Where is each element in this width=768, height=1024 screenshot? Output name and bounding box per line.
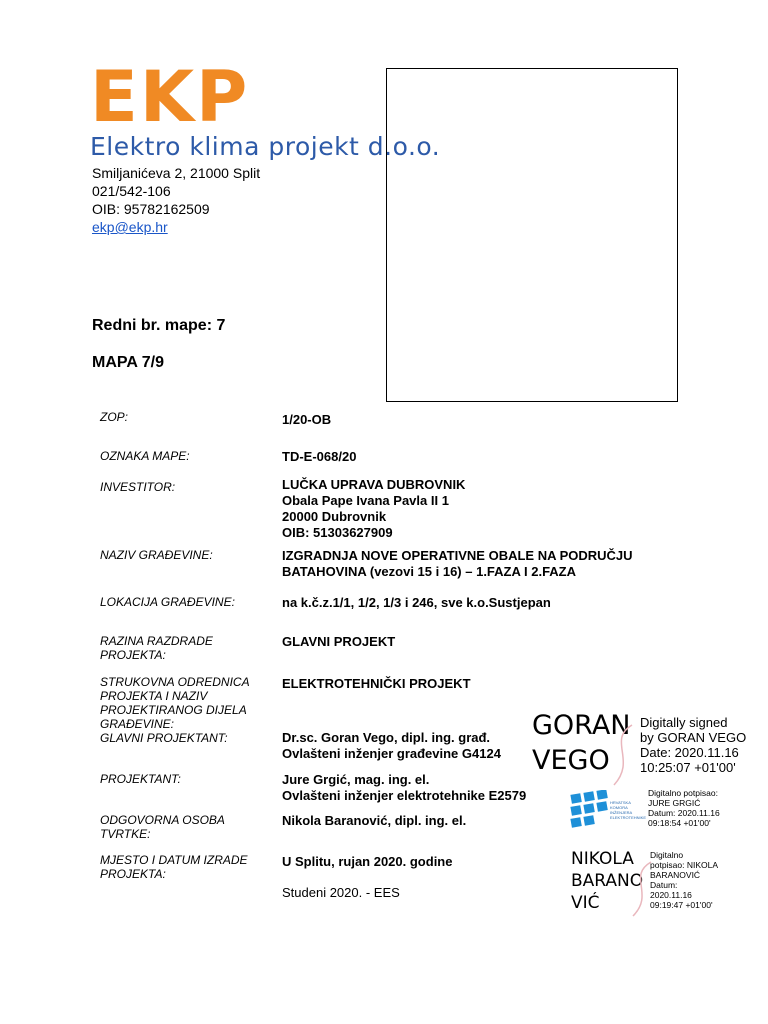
label-line: PROJEKTA: <box>100 648 166 662</box>
company-email-link[interactable]: ekp@ekp.hr <box>92 219 168 235</box>
baranovic-signature-details <box>650 850 718 910</box>
label-investitor: INVESTITOR: <box>100 480 176 494</box>
investitor-line: 20000 Dubrovnik <box>282 509 387 524</box>
investitor-line: OIB: 51303627909 <box>282 525 393 540</box>
value-lokacija: na k.č.z.1/1, 1/2, 1/3 i 246, sve k.o.Sustjepan <box>282 595 551 610</box>
company-oib: OIB: 95782162509 <box>92 201 210 217</box>
naziv-line: IZGRADNJA NOVE OPERATIVNE OBALE NA PODRUČJU <box>282 548 633 563</box>
value-glavni-projektant <box>282 730 501 762</box>
label-glavni-projektant: GLAVNI PROJEKTANT: <box>100 731 228 745</box>
logo-line: INŽENJERA <box>610 810 633 815</box>
projektant-line: Ovlašteni inženjer elektrotehnike E2579 <box>282 788 527 803</box>
sig-line: by GORAN VEGO <box>640 730 747 745</box>
sig-line: potpisao: NIKOLA <box>650 860 719 870</box>
label-line: PROJEKTIRANOG DIJELA <box>100 703 247 717</box>
glavni-line: Ovlašteni inženjer građevine G4124 <box>282 746 501 761</box>
value-odgovorna-osoba: Nikola Baranović, dipl. ing. el. <box>282 813 467 828</box>
label-mjesto-datum <box>100 853 270 881</box>
label-line: GRAĐEVINE: <box>100 717 175 731</box>
vego-name-line: VEGO <box>532 745 610 776</box>
vego-name-line: GORAN <box>532 710 631 741</box>
company-address: Smiljanićeva 2, 21000 Split <box>92 165 261 181</box>
sig-line: 09:18:54 +01'00' <box>648 818 711 828</box>
projektant-line: Jure Grgić, mag. ing. el. <box>282 772 430 787</box>
sig-line: Date: 2020.11.16 <box>640 745 739 760</box>
grgic-signature-details <box>648 788 720 828</box>
label-line: PROJEKTA I NAZIV <box>100 689 208 703</box>
ekp-logo: EKP <box>90 56 250 138</box>
label-zop: ZOP: <box>100 410 129 424</box>
label-odgovorna-osoba <box>100 813 270 841</box>
value-naziv-gradevine <box>282 548 633 580</box>
label-naziv-gradevine: NAZIV GRAĐEVINE: <box>100 548 213 562</box>
label-line: RAZINA RAZDRADE <box>100 634 213 648</box>
label-line: STRUKOVNA ODREDNICA <box>100 675 250 689</box>
signature-vego <box>532 712 631 774</box>
baranovic-name-line: BARANO <box>571 871 644 891</box>
label-strukovna-odrednica <box>100 675 270 731</box>
sig-line: Digitalno <box>650 850 684 860</box>
investitor-line: LUČKA UPRAVA DUBROVNIK <box>282 477 466 492</box>
image-frame <box>386 68 678 402</box>
mapa-number: MAPA 7/9 <box>92 354 165 371</box>
hkie-logo <box>569 790 609 835</box>
naziv-line: BATAHOVINA (vezovi 15 i 16) – 1.FAZA I 2.FAZA <box>282 564 577 579</box>
baranovic-name-line: NIKOLA <box>571 849 634 869</box>
logo-line: KOMORA <box>610 805 628 810</box>
baranovic-name-line: VIĆ <box>571 893 600 913</box>
label-line: ODGOVORNA OSOBA <box>100 813 225 827</box>
company-phone: 021/542-106 <box>92 183 171 199</box>
sig-line: Datum: 2020.11.16 <box>648 808 720 818</box>
signature-flourish-icon <box>602 720 642 790</box>
sig-line: Digitally signed <box>640 715 728 730</box>
redni-broj-mape: Redni br. mape: 7 <box>92 317 226 334</box>
sig-line: Digitalno potpisao: <box>648 788 718 798</box>
label-line: MJESTO I DATUM IZRADE <box>100 853 248 867</box>
investitor-line: Obala Pape Ivana Pavla II 1 <box>282 493 449 508</box>
label-razina-razrade <box>100 634 270 662</box>
value-zop: 1/20-OB <box>282 412 332 427</box>
label-line: TVRTKE: <box>100 827 151 841</box>
value-investitor <box>282 477 465 541</box>
label-line: PROJEKTA: <box>100 867 166 881</box>
label-projektant: PROJEKTANT: <box>100 772 181 786</box>
sig-line: 2020.11.16 <box>650 890 692 900</box>
sig-line: 10:25:07 +01'00' <box>640 760 736 775</box>
label-lokacija: LOKACIJA GRAĐEVINE: <box>100 595 235 609</box>
label-oznaka-mape: OZNAKA MAPE: <box>100 449 190 463</box>
sig-line: 09:19:47 +01'00' <box>650 900 713 910</box>
sig-line: BARANOVIĆ <box>650 870 701 880</box>
signature-baranovic <box>571 848 643 914</box>
value-strukovna-odrednica: ELEKTROTEHNIČKI PROJEKT <box>282 676 471 691</box>
value-projektant <box>282 772 526 804</box>
hkie-logo-icon <box>569 790 609 830</box>
value-mjesto-datum: U Splitu, rujan 2020. godine <box>282 854 453 869</box>
sig-line: JURE GRGIĆ <box>648 798 701 808</box>
sig-line: Datum: <box>650 880 678 890</box>
value-oznaka-mape: TD-E-068/20 <box>282 449 357 464</box>
company-name: Elektro klima projekt d.o.o. <box>90 132 441 161</box>
logo-line: ELEKTROTEHNIKE <box>610 815 647 820</box>
revision-note: Studeni 2020. - EES <box>282 885 400 900</box>
glavni-line: Dr.sc. Goran Vego, dipl. ing. građ. <box>282 730 491 745</box>
hkie-logo-text <box>610 800 646 820</box>
vego-signature-details <box>640 715 746 775</box>
value-razina-razrade: GLAVNI PROJEKT <box>282 634 396 649</box>
logo-line: HRVATSKA <box>610 800 631 805</box>
